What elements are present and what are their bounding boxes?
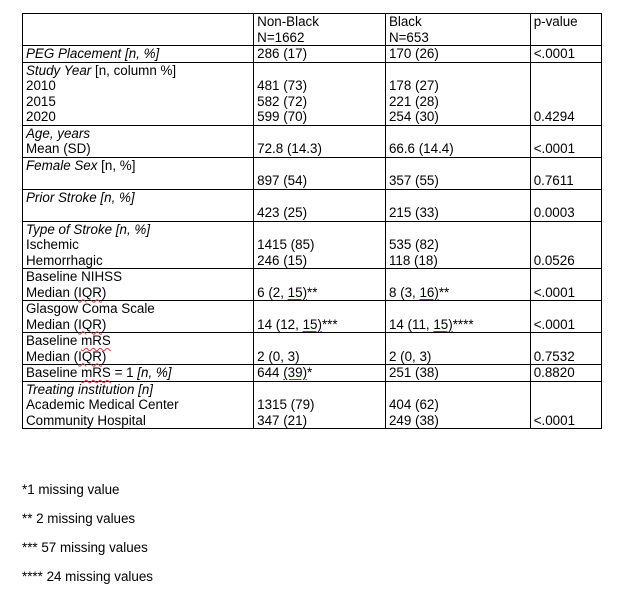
- row-label: PEG Placement [n, %]: [26, 46, 160, 61]
- cell-p-value: 0.7611: [533, 173, 574, 188]
- cell-non-black: 423 (25): [257, 205, 308, 220]
- row-label: Study Year [n, column %]: [26, 62, 177, 78]
- row-label: Type of Stroke [n, %]: [26, 221, 151, 237]
- cell-black: 2 (0, 3): [388, 348, 432, 364]
- cell-p-value: <.0001: [533, 141, 576, 156]
- table-row-age: Age, years Mean (SD) 72.8 (14.3) 66.6 (14.4) <.0001: [23, 125, 602, 157]
- cell-black: 357 (55): [388, 173, 439, 188]
- table-row-mrs: Baseline mRS Median (IQR) 2 (0, 3) 2 (0, 3) 0.7532: [23, 333, 602, 365]
- cell-p-value: 0.0003: [533, 205, 575, 220]
- cell-black: 221 (28): [388, 93, 439, 109]
- cell-black: 14 (11, 15)****: [388, 316, 474, 332]
- table-row-mrs-1: [23, 365, 602, 382]
- demographics-table: [22, 13, 602, 429]
- footnote: *** 57 missing values: [22, 540, 148, 555]
- cell-p-value: 0.8820: [533, 365, 575, 380]
- cell-black: 118 (18): [388, 252, 438, 268]
- cell-p-value: 0.0526: [533, 252, 575, 268]
- cell-non-black: 644 (39)*: [257, 365, 313, 380]
- cell-black: 404 (62): [388, 397, 439, 412]
- row-label: Baseline mRS: [26, 333, 111, 348]
- cell-non-black: 1415 (85): [257, 237, 315, 252]
- cell-non-black: 347 (21): [257, 412, 308, 428]
- row-label: Female Sex [n, %]: [26, 157, 136, 173]
- footnote: ** 2 missing values: [22, 511, 136, 526]
- header-blank-cell: [23, 14, 254, 46]
- header-row: [23, 14, 602, 46]
- row-label: Glasgow Coma Scale: [26, 301, 155, 316]
- table-row-female-sex: [23, 157, 602, 189]
- cell-non-black: 246 (15): [257, 252, 308, 268]
- footnote: *1 missing value: [22, 482, 120, 497]
- header-black: Black N=653: [385, 14, 530, 46]
- table-row-peg: [23, 46, 602, 63]
- table-row-institution: Treating institution [n] Academic Medical Center Community Hospital 1315 (79) 347 (21) 404 (62) 249 (38) <.0001: [23, 381, 602, 429]
- cell-black: 66.6 (14.4): [388, 141, 454, 156]
- cell-p-value: <.0001: [533, 316, 576, 332]
- cell-p-value: <.0001: [533, 412, 576, 428]
- row-label: Baseline NIHSS: [26, 269, 123, 284]
- row-label: Baseline mRS = 1 [n, %]: [26, 365, 172, 380]
- table-row-prior-stroke: [23, 189, 602, 221]
- cell-non-black: 1315 (79): [257, 397, 315, 412]
- table-row-stroke-type: Type of Stroke [n, %] Ischemic Hemorrhagic 1415 (85) 246 (15) 535 (82) 118 (18) 0.0526: [23, 221, 602, 269]
- cell-p-value: 0.4294: [533, 109, 575, 124]
- table-row-nihss: Baseline NIHSS Median (IQR) 6 (2, 15)** 8 (3, 16)** <.0001: [23, 269, 602, 301]
- cell-black: 170 (26): [388, 46, 439, 61]
- cell-black: 215 (33): [388, 205, 439, 220]
- cell-non-black: 481 (73): [257, 78, 308, 93]
- table-row-gcs: Glasgow Coma Scale Median (IQR) 14 (12, 15)*** 14 (11, 15)**** <.0001: [23, 301, 602, 333]
- cell-non-black: 2 (0, 3): [257, 348, 300, 364]
- cell-non-black: 6 (2, 15)**: [257, 284, 318, 300]
- cell-non-black: 897 (54): [257, 173, 308, 188]
- header-non-black: Non-Black N=1662: [254, 14, 386, 46]
- footnote: **** 24 missing values: [22, 569, 153, 584]
- cell-non-black: 14 (12, 15)***: [257, 316, 338, 332]
- cell-non-black: 286 (17): [257, 46, 308, 61]
- cell-black: 254 (30): [388, 109, 439, 124]
- cell-p-value: 0.7532: [533, 348, 575, 364]
- cell-black: 535 (82): [388, 237, 439, 252]
- header-p-value: p-value: [530, 14, 601, 46]
- cell-black: 249 (38): [388, 412, 439, 428]
- cell-black: 178 (27): [388, 78, 439, 93]
- cell-non-black: 72.8 (14.3): [257, 141, 322, 156]
- table-row-study-year: Study Year [n, column %] 2010 2015 2020 481 (73) 582 (72) 599 (70) 178 (27) 221 (28) 254 (30) 0.4294: [23, 62, 602, 125]
- cell-black: 8 (3, 16)**: [388, 284, 450, 300]
- cell-p-value: <.0001: [533, 46, 576, 61]
- cell-black: 251 (38): [388, 365, 439, 380]
- row-label: Treating institution [n]: [26, 381, 154, 397]
- cell-non-black: 599 (70): [257, 109, 308, 124]
- cell-non-black: 582 (72): [257, 93, 308, 109]
- row-label: Age, years: [26, 125, 91, 141]
- row-label: Prior Stroke [n, %]: [26, 189, 135, 205]
- cell-p-value: <.0001: [533, 284, 576, 300]
